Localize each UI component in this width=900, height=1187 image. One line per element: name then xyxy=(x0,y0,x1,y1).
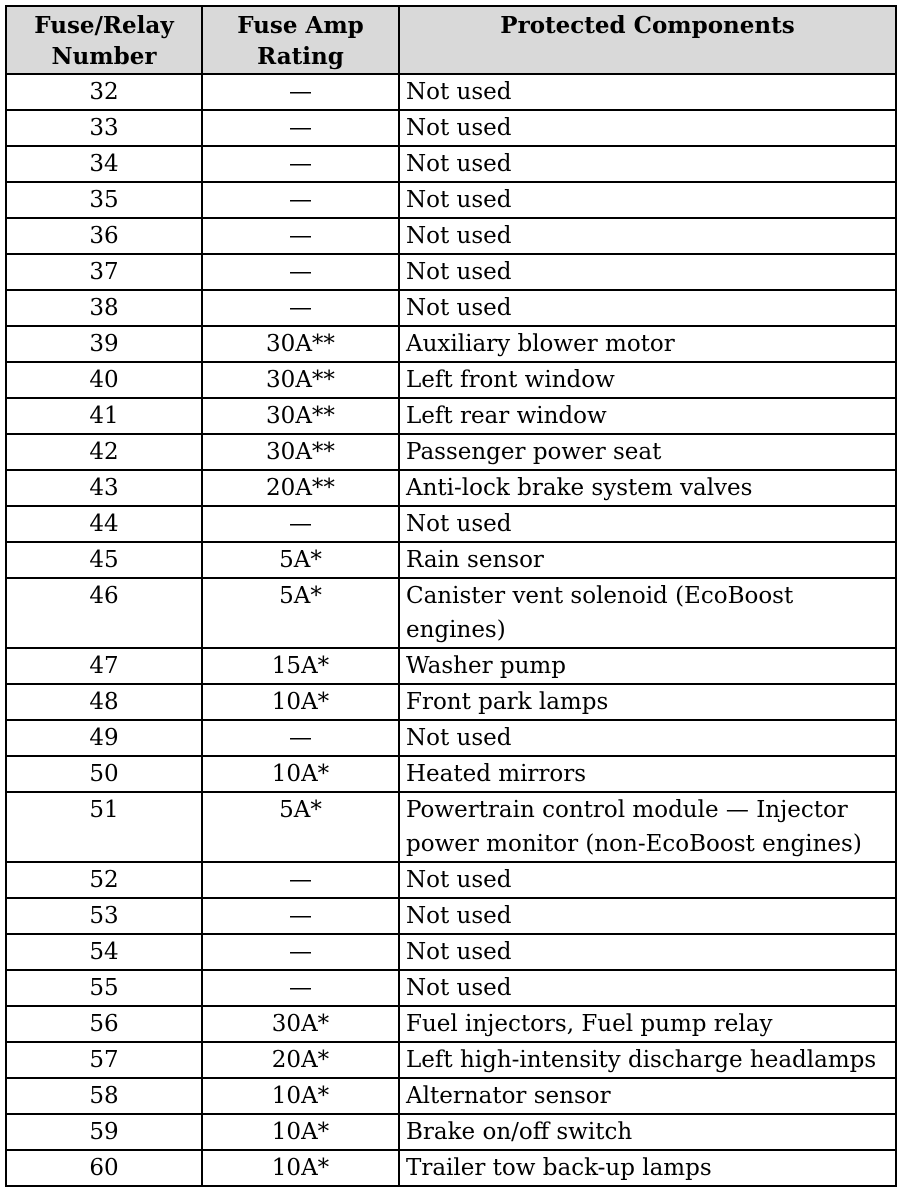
fuse-number-cell: 56 xyxy=(6,1006,202,1042)
protected-component-cell xyxy=(399,862,896,898)
amp-rating-cell: 5A* xyxy=(202,792,399,862)
component-line: Alternator sensor xyxy=(406,1083,611,1109)
protected-component-cell xyxy=(399,398,896,434)
amp-rating-cell: 10A* xyxy=(202,1150,399,1186)
table-row xyxy=(6,74,896,110)
header-fuse-number-line1: Fuse/Relay xyxy=(34,12,174,39)
header-amp-rating xyxy=(202,6,399,74)
table-row xyxy=(6,756,896,792)
component-line: Left rear window xyxy=(406,403,607,429)
protected-component-cell xyxy=(399,756,896,792)
component-line: Heated mirrors xyxy=(406,761,587,787)
component-line: Not used xyxy=(406,295,512,321)
protected-component-cell xyxy=(399,1114,896,1150)
amp-rating-cell: 10A* xyxy=(202,1078,399,1114)
component-line: Not used xyxy=(406,867,512,893)
amp-rating-cell: — xyxy=(202,290,399,326)
fuse-number-cell: 37 xyxy=(6,254,202,290)
protected-component-cell xyxy=(399,218,896,254)
fuse-number-cell: 39 xyxy=(6,326,202,362)
table-row xyxy=(6,470,896,506)
table-row xyxy=(6,254,896,290)
component-line: Not used xyxy=(406,259,512,285)
header-fuse-number-line2: Number xyxy=(51,43,157,70)
amp-rating-cell: — xyxy=(202,254,399,290)
component-line: Not used xyxy=(406,939,512,965)
component-line: Not used xyxy=(406,79,512,105)
component-line: Auxiliary blower motor xyxy=(406,331,675,357)
header-fuse-number xyxy=(6,6,202,74)
fuse-number-cell: 38 xyxy=(6,290,202,326)
fuse-number-cell: 47 xyxy=(6,648,202,684)
protected-component-cell xyxy=(399,362,896,398)
fuse-number-cell: 46 xyxy=(6,578,202,648)
amp-rating-cell: 30A** xyxy=(202,398,399,434)
component-line: Not used xyxy=(406,975,512,1001)
amp-rating-cell: — xyxy=(202,934,399,970)
component-line: Not used xyxy=(406,187,512,213)
amp-rating-cell: — xyxy=(202,970,399,1006)
component-line: Rain sensor xyxy=(406,547,544,573)
protected-component-cell xyxy=(399,434,896,470)
amp-rating-cell: 5A* xyxy=(202,542,399,578)
protected-component-cell xyxy=(399,898,896,934)
amp-rating-cell: — xyxy=(202,110,399,146)
component-line: Trailer tow back-up lamps xyxy=(406,1155,712,1181)
component-line: Front park lamps xyxy=(406,689,609,715)
fuse-number-cell: 59 xyxy=(6,1114,202,1150)
table-row xyxy=(6,146,896,182)
amp-rating-cell: 10A* xyxy=(202,756,399,792)
fuse-table xyxy=(5,5,897,1187)
component-line: Canister vent solenoid (EcoBoost xyxy=(406,583,794,609)
table-row xyxy=(6,506,896,542)
table-row xyxy=(6,290,896,326)
component-line: Left high-intensity discharge headlamps xyxy=(406,1047,877,1073)
protected-component-cell xyxy=(399,1150,896,1186)
table-row xyxy=(6,398,896,434)
protected-component-cell xyxy=(399,146,896,182)
table-row xyxy=(6,362,896,398)
component-line: Not used xyxy=(406,151,512,177)
component-line: Not used xyxy=(406,725,512,751)
amp-rating-cell: 30A** xyxy=(202,362,399,398)
table-row xyxy=(6,970,896,1006)
amp-rating-cell: 5A* xyxy=(202,578,399,648)
fuse-number-cell: 48 xyxy=(6,684,202,720)
component-line-2: power monitor (non-EcoBoost engines) xyxy=(406,831,862,857)
table-row xyxy=(6,684,896,720)
amp-rating-cell: 30A* xyxy=(202,1006,399,1042)
component-line: Powertrain control module — Injector xyxy=(406,797,848,823)
protected-component-cell xyxy=(399,1006,896,1042)
table-row xyxy=(6,1042,896,1078)
fuse-number-cell: 53 xyxy=(6,898,202,934)
component-line: Not used xyxy=(406,223,512,249)
table-row xyxy=(6,898,896,934)
amp-rating-cell: — xyxy=(202,146,399,182)
protected-component-cell xyxy=(399,182,896,218)
component-line: Left front window xyxy=(406,367,615,393)
amp-rating-cell: 30A** xyxy=(202,326,399,362)
protected-component-cell xyxy=(399,1078,896,1114)
protected-component-cell xyxy=(399,110,896,146)
fuse-number-cell: 35 xyxy=(6,182,202,218)
header-row xyxy=(6,6,896,74)
protected-component-cell xyxy=(399,792,896,862)
table-row xyxy=(6,1006,896,1042)
header-protected-components: Protected Components xyxy=(399,6,896,74)
protected-component-cell xyxy=(399,74,896,110)
table-row xyxy=(6,934,896,970)
component-line: Washer pump xyxy=(406,653,566,679)
component-line: Not used xyxy=(406,115,512,141)
amp-rating-cell: — xyxy=(202,74,399,110)
fuse-number-cell: 42 xyxy=(6,434,202,470)
fuse-number-cell: 50 xyxy=(6,756,202,792)
protected-component-cell xyxy=(399,648,896,684)
fuse-number-cell: 40 xyxy=(6,362,202,398)
fuse-number-cell: 32 xyxy=(6,74,202,110)
protected-component-cell xyxy=(399,684,896,720)
fuse-number-cell: 58 xyxy=(6,1078,202,1114)
protected-component-cell xyxy=(399,578,896,648)
fuse-number-cell: 34 xyxy=(6,146,202,182)
table-row xyxy=(6,182,896,218)
amp-rating-cell: 20A* xyxy=(202,1042,399,1078)
amp-rating-cell: 20A** xyxy=(202,470,399,506)
table-row xyxy=(6,1150,896,1186)
fuse-number-cell: 52 xyxy=(6,862,202,898)
header-amp-rating-line1: Fuse Amp xyxy=(237,12,364,39)
component-line: Not used xyxy=(406,903,512,929)
amp-rating-cell: — xyxy=(202,720,399,756)
amp-rating-cell: — xyxy=(202,862,399,898)
fuse-number-cell: 55 xyxy=(6,970,202,1006)
fuse-number-cell: 36 xyxy=(6,218,202,254)
fuse-number-cell: 41 xyxy=(6,398,202,434)
protected-component-cell xyxy=(399,970,896,1006)
protected-component-cell xyxy=(399,1042,896,1078)
protected-component-cell xyxy=(399,720,896,756)
table-row xyxy=(6,720,896,756)
fuse-number-cell: 49 xyxy=(6,720,202,756)
protected-component-cell xyxy=(399,290,896,326)
amp-rating-cell: — xyxy=(202,218,399,254)
table-row xyxy=(6,578,896,648)
fuse-number-cell: 57 xyxy=(6,1042,202,1078)
table-row xyxy=(6,218,896,254)
header-amp-rating-line2: Rating xyxy=(257,43,344,70)
table-row xyxy=(6,1114,896,1150)
table-row xyxy=(6,542,896,578)
component-line: Passenger power seat xyxy=(406,439,662,465)
protected-component-cell xyxy=(399,470,896,506)
protected-component-cell xyxy=(399,934,896,970)
component-line: Not used xyxy=(406,511,512,537)
component-line-2: engines) xyxy=(406,617,506,643)
fuse-number-cell: 43 xyxy=(6,470,202,506)
fuse-number-cell: 51 xyxy=(6,792,202,862)
table-row xyxy=(6,862,896,898)
fuse-number-cell: 54 xyxy=(6,934,202,970)
fuse-number-cell: 33 xyxy=(6,110,202,146)
protected-component-cell xyxy=(399,326,896,362)
table-row xyxy=(6,792,896,862)
amp-rating-cell: 10A* xyxy=(202,684,399,720)
protected-component-cell xyxy=(399,506,896,542)
protected-component-cell xyxy=(399,542,896,578)
table-row xyxy=(6,434,896,470)
table-body xyxy=(6,74,896,1186)
fuse-number-cell: 60 xyxy=(6,1150,202,1186)
component-line: Anti-lock brake system valves xyxy=(406,475,753,501)
protected-component-cell xyxy=(399,254,896,290)
fuse-number-cell: 45 xyxy=(6,542,202,578)
table-row xyxy=(6,648,896,684)
table-row xyxy=(6,1078,896,1114)
fuse-number-cell: 44 xyxy=(6,506,202,542)
component-line: Fuel injectors, Fuel pump relay xyxy=(406,1011,773,1037)
amp-rating-cell: — xyxy=(202,506,399,542)
table-row xyxy=(6,110,896,146)
amp-rating-cell: — xyxy=(202,182,399,218)
amp-rating-cell: 10A* xyxy=(202,1114,399,1150)
amp-rating-cell: 15A* xyxy=(202,648,399,684)
component-line: Brake on/off switch xyxy=(406,1119,633,1145)
amp-rating-cell: 30A** xyxy=(202,434,399,470)
table-row xyxy=(6,326,896,362)
amp-rating-cell: — xyxy=(202,898,399,934)
